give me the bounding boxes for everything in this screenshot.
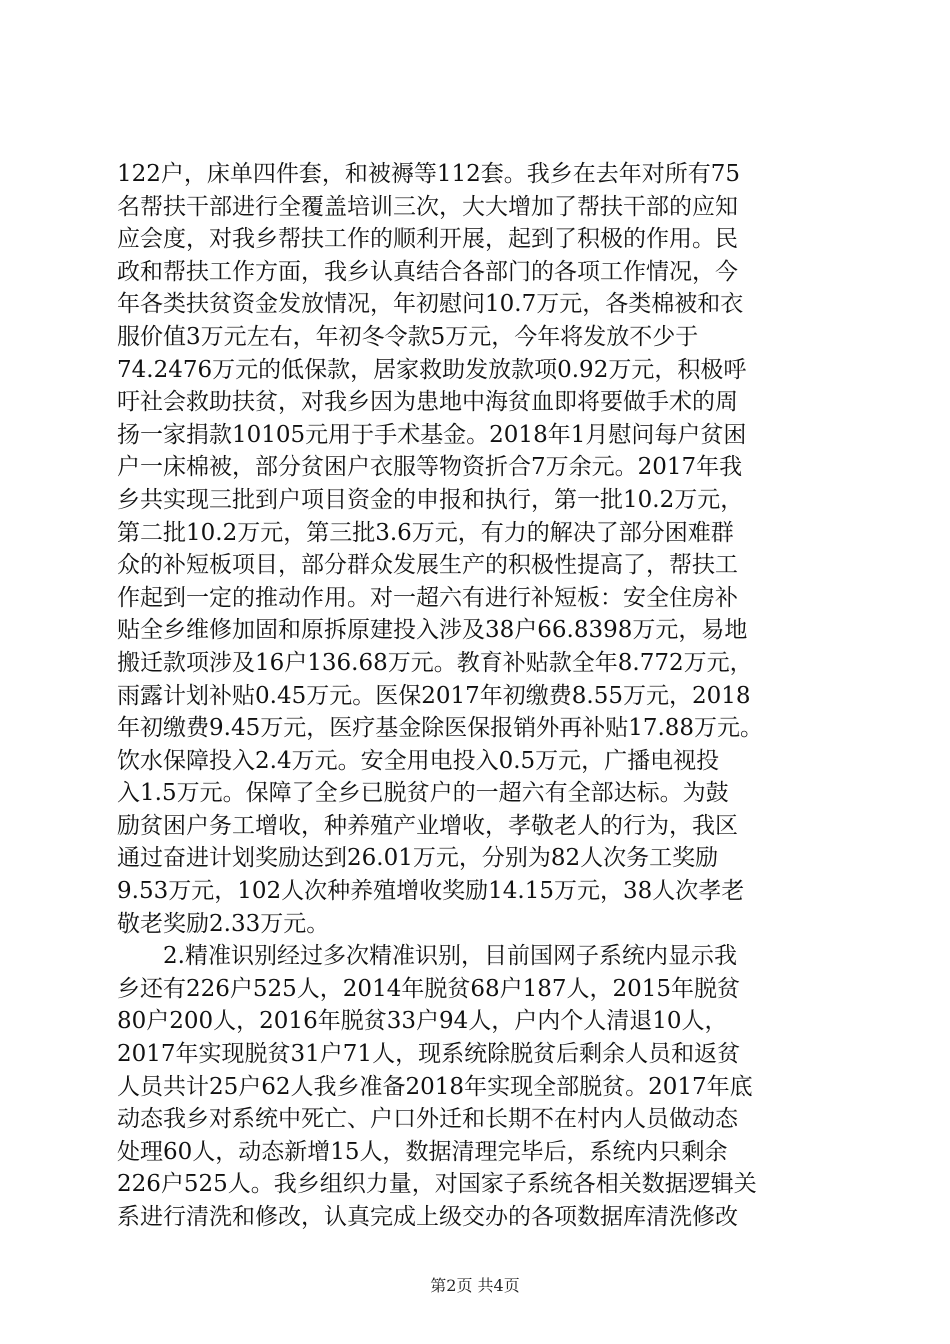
text-line: 通过奋进计划奖励达到26.01万元，分别为82人次务工奖励 [117, 845, 719, 872]
text-line: 服价值3万元左右，年初冬令款5万元，今年将发放不少于 [117, 323, 699, 350]
text-line: 名帮扶干部进行全覆盖培训三次，大大增加了帮扶干部的应知 [117, 193, 738, 220]
text-line: 众的补短板项目，部分群众发展生产的积极性提高了，帮扶工 [117, 552, 738, 579]
text-line: 第二批10.2万元，第三批3.6万元，有力的解决了部分困难群 [117, 519, 734, 546]
text-line: 政和帮扶工作方面，我乡认真结合各部门的各项工作情况，今 [117, 258, 738, 285]
text-line: 80户200人，2016年脱贫33户94人，户内个人清退10人， [117, 1008, 728, 1035]
text-line: 敬老奖励2.33万元。 [117, 910, 330, 937]
text-line: 2017年实现脱贫31户71人，现系统除脱贫后剩余人员和返贫 [117, 1041, 741, 1068]
text-line: 贴全乡维修加固和原拆原建投入涉及38户66.8398万元，易地 [117, 617, 748, 644]
text-line: 作起到一定的推动作用。对一超六有进行补短板：安全住房补 [117, 584, 738, 611]
text-line: 处理60人，动态新增15人，数据清理完毕后，系统内只剩余 [117, 1138, 728, 1165]
text-line: 饮水保障投入2.4万元。安全用电投入0.5万元，广播电视投 [117, 747, 720, 774]
text-line: 应会度，对我乡帮扶工作的顺利开展，起到了积极的作用。民 [117, 226, 738, 253]
text-line: 2.精准识别经过多次精准识别，目前国网子系统内显示我 [117, 943, 737, 970]
text-line: 74.2476万元的低保款，居家救助发放款项0.92万元，积极呼 [117, 356, 747, 383]
text-line: 动态我乡对系统中死亡、户口外迁和长期不在村内人员做动态 [117, 1106, 738, 1133]
text-line: 122户，床单四件套，和被褥等112套。我乡在去年对所有75 [117, 161, 741, 187]
document-body [117, 158, 857, 1234]
text-line: 乡共实现三批到户项目资金的申报和执行，第一批10.2万元， [117, 486, 744, 513]
text-line: 9.53万元，102人次种养殖增收奖励14.15万元，38人次孝老 [117, 878, 745, 905]
text-line: 雨露计划补贴0.45万元。医保2017年初缴费8.55万元，2018 [117, 682, 751, 709]
text-line: 扬一家捐款10105元用于手术基金。2018年1月慰问每户贫困 [117, 421, 747, 448]
text-line: 人员共计25户62人我乡准备2018年实现全部脱贫。2017年底 [117, 1073, 753, 1100]
text-line: 乡还有226户525人，2014年脱贫68户187人，2015年脱贫 [117, 975, 741, 1002]
text-line: 226户525人。我乡组织力量，对国家子系统各相关数据逻辑关 [117, 1171, 757, 1198]
page-footer: 第2页 共4页 [430, 1276, 520, 1295]
text-line: 年各类扶贫资金发放情况，年初慰问10.7万元，各类棉被和衣 [117, 291, 744, 318]
text-line: 吁社会救助扶贫，对我乡因为患地中海贫血即将要做手术的周 [117, 389, 738, 416]
text-line: 励贫困户务工增收，种养殖产业增收，孝敬老人的行为，我区 [117, 812, 738, 839]
text-line: 年初缴费9.45万元，医疗基金除医保报销外再补贴17.88万元。 [117, 715, 764, 742]
text-line: 户一床棉被，部分贫困户衣服等物资折合7万余元。2017年我 [117, 454, 743, 481]
text-line: 搬迁款项涉及16户136.68万元。教育补贴款全年8.772万元， [117, 649, 753, 676]
text-line: 入1.5万元。保障了全乡已脱贫户的一超六有全部达标。为鼓 [117, 780, 729, 807]
text-line: 系进行清洗和修改，认真完成上级交办的各项数据库清洗修改 [117, 1204, 738, 1230]
